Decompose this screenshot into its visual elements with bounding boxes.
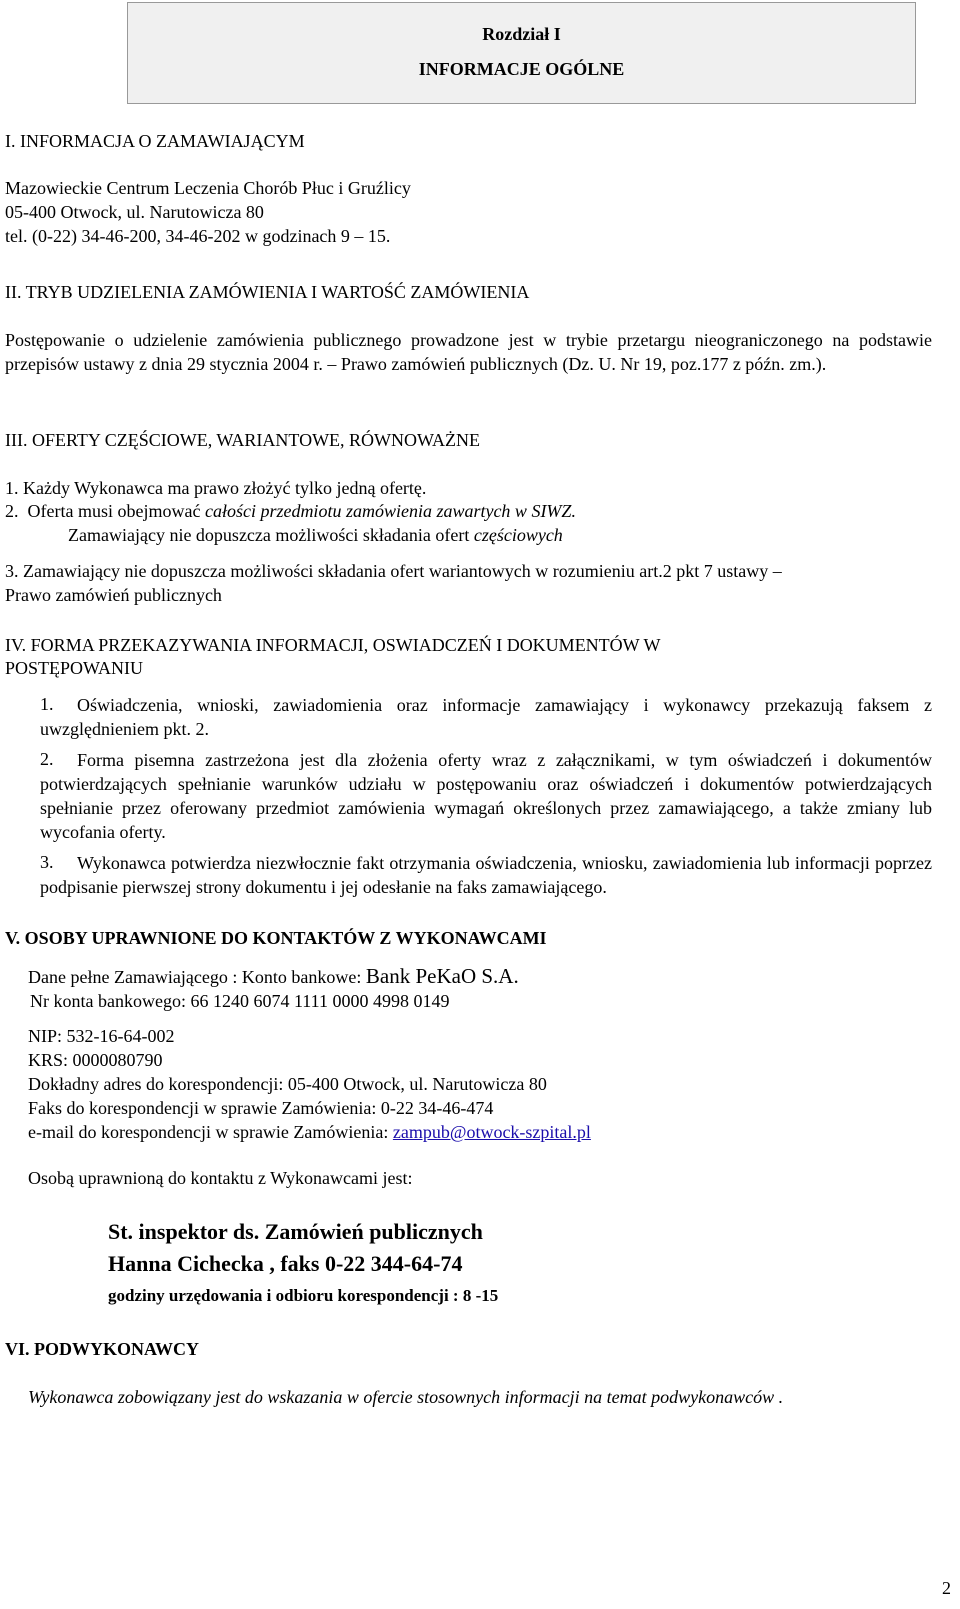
bank-name: Bank PeKaO S.A. bbox=[365, 964, 519, 988]
chapter-label: Rozdział I bbox=[482, 24, 561, 44]
section-4-p3: Wykonawca potwierdza niezwłocznie fakt otrzymania oświadczenia, wniosku, zawiadomienia lub informacji poprzez podpisanie pierwszej strony dokumentu i jej odesłanie na faks zamawiającego. bbox=[40, 853, 932, 897]
contact-intro: Osobą uprawnioną do kontaktu z Wykonawcami jest: bbox=[28, 1168, 413, 1188]
section-2-heading: II. TRYB UDZIELENIA ZAMÓWIENIA I WARTOŚĆ ZAMÓWIENIA bbox=[5, 282, 530, 302]
org-address: 05-400 Otwock, ul. Narutowicza 80 bbox=[5, 202, 264, 222]
section-4-p1-number: 1. bbox=[40, 694, 54, 714]
section-3-item-2 bbox=[5, 500, 576, 523]
correspondence-fax: Faks do korespondencji w sprawie Zamówienia: 0-22 34-46-474 bbox=[28, 1098, 494, 1118]
email-prefix: e-mail do korespondencji w sprawie Zamówienia: bbox=[28, 1122, 393, 1142]
section-4-p2: Forma pisemna zastrzeżona jest dla złożenia oferty wraz z załącznikami, w tym oświadczeń i dokumentów potwierdzających spełnianie warunków udziału w postępowaniu oraz oświadczeń i dokumentów potwierdzających spełnianie przez oferowany przedmiot zamówienia wymagań określonych przez zamawiającego, a także zmiany lub wycofania oferty. bbox=[40, 750, 932, 842]
section-4-p3-number: 3. bbox=[40, 852, 54, 872]
page-number: 2 bbox=[942, 1578, 951, 1598]
item-2-cont-italic: częściowych bbox=[473, 525, 563, 545]
item-2-text: Oferta musi obejmować bbox=[27, 501, 205, 521]
chapter-title: INFORMACJE OGÓLNE bbox=[418, 59, 625, 79]
section-4-p2-number: 2. bbox=[40, 749, 54, 769]
email-link[interactable]: zampub@otwock-szpital.pl bbox=[392, 1122, 591, 1142]
section-3-item-2-cont bbox=[68, 524, 563, 547]
section-6-text: Wykonawca zobowiązany jest do wskazania w ofercie stosownych informacji na temat podwykonawców . bbox=[28, 1387, 784, 1407]
section-3-heading: III. OFERTY CZĘŚCIOWE, WARIANTOWE, RÓWNOWAŻNE bbox=[5, 430, 481, 450]
contact-hours: godziny urzędowania i odbioru korespondencji : 8 -15 bbox=[108, 1286, 499, 1305]
email-line bbox=[28, 1121, 591, 1144]
item-2-italic: całości przedmiotu zamówienia zawartych w SIWZ. bbox=[204, 501, 576, 521]
krs: KRS: 0000080790 bbox=[28, 1050, 163, 1070]
bank-line bbox=[28, 965, 519, 989]
item-2-number: 2. bbox=[5, 501, 19, 521]
bank-prefix: Dane pełne Zamawiającego : Konto bankowe: bbox=[28, 967, 366, 987]
org-phone: tel. (0-22) 34-46-200, 34-46-202 w godzinach 9 – 15. bbox=[5, 226, 391, 246]
chapter-header-box bbox=[127, 2, 916, 104]
section-4-heading-line-2: POSTĘPOWANIU bbox=[5, 658, 144, 678]
org-name: Mazowieckie Centrum Leczenia Chorób Płuc i Gruźlicy bbox=[5, 178, 411, 198]
nip: NIP: 532-16-64-002 bbox=[28, 1026, 175, 1046]
section-4-p1: Oświadczenia, wnioski, zawiadomienia oraz informacje zamawiający i wykonawcy przekazują faksem z uwzględnieniem pkt. 2. bbox=[40, 695, 932, 739]
contact-position: St. inspektor ds. Zamówień publicznych bbox=[108, 1219, 483, 1244]
section-1-heading: I. INFORMACJA O ZAMAWIAJĄCYM bbox=[5, 131, 305, 151]
section-2-paragraph: Postępowanie o udzielenie zamówienia publicznego prowadzone jest w trybie przetargu nieograniczonego na podstawie przepisów ustawy z dnia 29 stycznia 2004 r. – Prawo zamówień publicznych (Dz. U. Nr 19, poz.177 z późn. zm.). bbox=[5, 330, 932, 374]
section-3-item-3-line-1: 3. Zamawiający nie dopuszcza możliwości składania ofert wariantowych w rozumieniu art.2 pkt 7 ustawy – bbox=[5, 561, 782, 581]
contact-name-fax: Hanna Cichecka , faks 0-22 344-64-74 bbox=[108, 1251, 463, 1276]
bank-account: Nr konta bankowego: 66 1240 6074 1111 0000 4998 0149 bbox=[30, 991, 450, 1011]
section-3-item-3-line-2: Prawo zamówień publicznych bbox=[5, 585, 222, 605]
item-2-cont-text: Zamawiający nie dopuszcza możliwości składania ofert bbox=[68, 525, 474, 545]
section-4-heading-line-1: IV. FORMA PRZEKAZYWANIA INFORMACJI, OSWIADCZEŃ I DOKUMENTÓW W bbox=[5, 635, 661, 655]
correspondence-address: Dokładny adres do korespondencji: 05-400 Otwock, ul. Narutowicza 80 bbox=[28, 1074, 547, 1094]
section-5-heading: V. OSOBY UPRAWNIONE DO KONTAKTÓW Z WYKONAWCAMI bbox=[5, 928, 547, 948]
section-6-heading: VI. PODWYKONAWCY bbox=[5, 1339, 200, 1359]
section-3-item-1: 1. Każdy Wykonawca ma prawo złożyć tylko jedną ofertę. bbox=[5, 478, 427, 498]
